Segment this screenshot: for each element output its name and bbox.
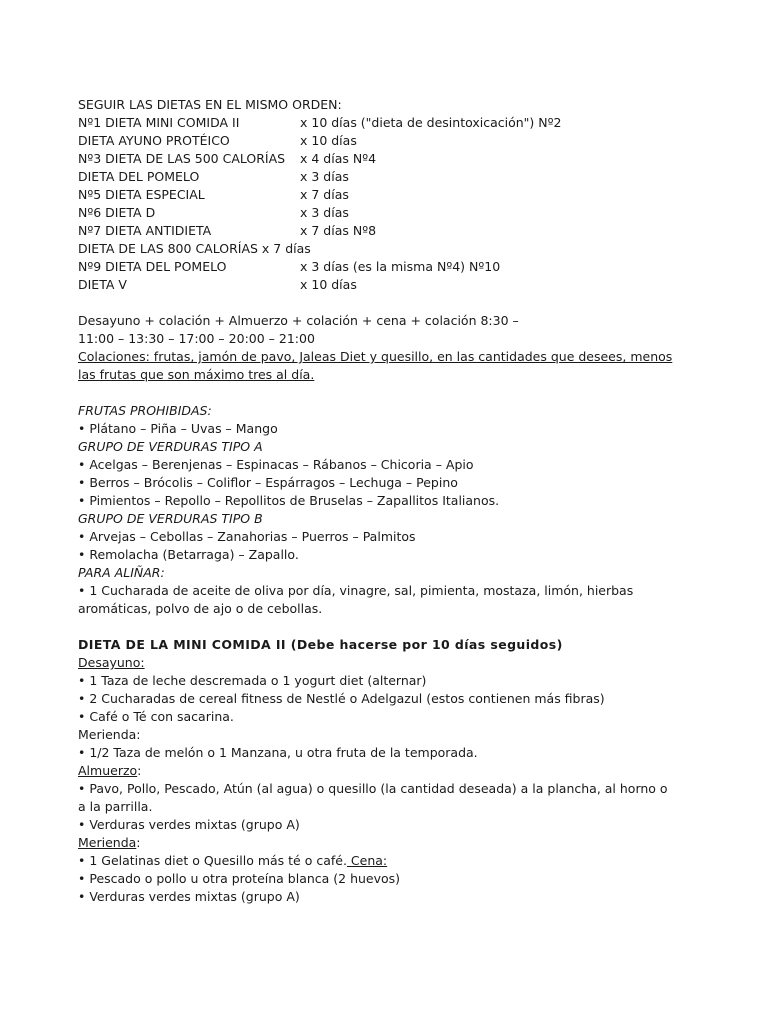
list-item: • 1/2 Taza de melón o 1 Manzana, u otra fruta de la temporada.	[78, 745, 478, 760]
merienda-line	[78, 834, 718, 852]
diet-duration: x 3 días	[300, 205, 349, 220]
diet-name: DIETA AYUNO PROTÉICO	[78, 133, 230, 148]
diet-duration: x 7 días Nº8	[300, 223, 377, 238]
list-item: • 1 Taza de leche descremada o 1 yogurt diet (alternar)	[78, 673, 427, 688]
diet-duration: x 10 días	[300, 277, 357, 292]
frutas-title: FRUTAS PROHIBIDAS:	[78, 403, 212, 418]
meals-times-line: 11:00 – 13:30 – 17:00 – 20:00 – 21:00	[78, 331, 315, 346]
schedule-row	[78, 150, 718, 168]
meals-line: Desayuno + colación + Almuerzo + colación + cena + colación 8:30 –	[78, 313, 519, 328]
colaciones-line: las frutas que son máximo tres al día.	[78, 367, 315, 382]
list-item: • 2 Cucharadas de cereal fitness de Nestlé o Adelgazul (estos contienen más fibras)	[78, 691, 605, 706]
diet-name: Nº6 DIETA D	[78, 205, 156, 220]
diet-name: DIETA V	[78, 277, 127, 292]
almuerzo-line	[78, 762, 718, 780]
grupo-a-title: GRUPO DE VERDURAS TIPO A	[78, 439, 263, 454]
almuerzo-colon: :	[137, 763, 142, 778]
almuerzo-label: Almuerzo	[78, 763, 138, 778]
diet-duration: x 4 días Nº4	[300, 151, 377, 166]
schedule-row	[78, 114, 718, 132]
document-page	[78, 96, 718, 906]
list-item: • Plátano – Piña – Uvas – Mango	[78, 421, 278, 436]
merienda-text: • 1 Gelatinas diet o Quesillo más té o café.	[78, 853, 347, 868]
list-item	[78, 852, 718, 870]
list-item: • Berros – Brócolis – Coliflor – Espárragos – Lechuga – Pepino	[78, 475, 458, 490]
schedule-row-800: DIETA DE LAS 800 CALORÍAS x 7 días	[78, 241, 311, 256]
diet-name: Nº1 DIETA MINI COMIDA II	[78, 115, 240, 130]
list-item: • Verduras verdes mixtas (grupo A)	[78, 889, 300, 904]
diet-name: DIETA DEL POMELO	[78, 169, 200, 184]
list-item: • 1 Cucharada de aceite de oliva por día, vinagre, sal, pimienta, mostaza, limón, hierbas	[78, 583, 634, 598]
list-item: a la parrilla.	[78, 799, 153, 814]
diet-name: Nº7 DIETA ANTIDIETA	[78, 223, 212, 238]
diet-name: Nº3 DIETA DE LAS 500 CALORÍAS	[78, 151, 286, 166]
schedule-row	[78, 204, 718, 222]
alinar-title: PARA ALIÑAR:	[78, 565, 165, 580]
diet-duration: x 3 días	[300, 169, 349, 184]
schedule-row	[78, 258, 718, 276]
list-item: • Pavo, Pollo, Pescado, Atún (al agua) o quesillo (la cantidad deseada) a la plancha, al horno o	[78, 781, 668, 796]
merienda-label: Merienda	[78, 835, 137, 850]
list-item: • Arvejas – Cebollas – Zanahorias – Puerros – Palmitos	[78, 529, 416, 544]
schedule-row	[78, 276, 718, 294]
diet-name: Nº9 DIETA DEL POMELO	[78, 259, 227, 274]
schedule-row	[78, 132, 718, 150]
diet-duration: x 7 días	[300, 187, 349, 202]
list-item: • Acelgas – Berenjenas – Espinacas – Rábanos – Chicoria – Apio	[78, 457, 474, 472]
grupo-b-title: GRUPO DE VERDURAS TIPO B	[78, 511, 263, 526]
colaciones-line: Colaciones: frutas, jamón de pavo, Jaleas Diet y quesillo, en las cantidades que desees, menos	[78, 349, 673, 364]
schedule-row	[78, 186, 718, 204]
merienda-label: Merienda:	[78, 727, 141, 742]
cena-label: Cena:	[346, 853, 388, 868]
list-item: • Pimientos – Repollo – Repollitos de Bruselas – Zapallitos Italianos.	[78, 493, 500, 508]
diet-duration: x 3 días (es la misma Nº4) Nº10	[300, 259, 501, 274]
schedule-row	[78, 222, 718, 240]
list-item: • Remolacha (Betarraga) – Zapallo.	[78, 547, 299, 562]
header-line: SEGUIR LAS DIETAS EN EL MISMO ORDEN:	[78, 97, 342, 112]
diet-name: Nº5 DIETA ESPECIAL	[78, 187, 205, 202]
list-item: • Café o Té con sacarina.	[78, 709, 234, 724]
dieta-title: DIETA DE LA MINI COMIDA II (Debe hacerse por 10 días seguidos)	[78, 637, 563, 652]
merienda-colon: :	[136, 835, 141, 850]
diet-duration: x 10 días	[300, 133, 357, 148]
list-item: aromáticas, polvo de ajo o de cebollas.	[78, 601, 323, 616]
list-item: • Verduras verdes mixtas (grupo A)	[78, 817, 300, 832]
desayuno-label: Desayuno:	[78, 655, 145, 670]
list-item: • Pescado o pollo u otra proteína blanca (2 huevos)	[78, 871, 401, 886]
schedule-row	[78, 168, 718, 186]
diet-duration: x 10 días ("dieta de desintoxicación") Nº2	[300, 115, 562, 130]
